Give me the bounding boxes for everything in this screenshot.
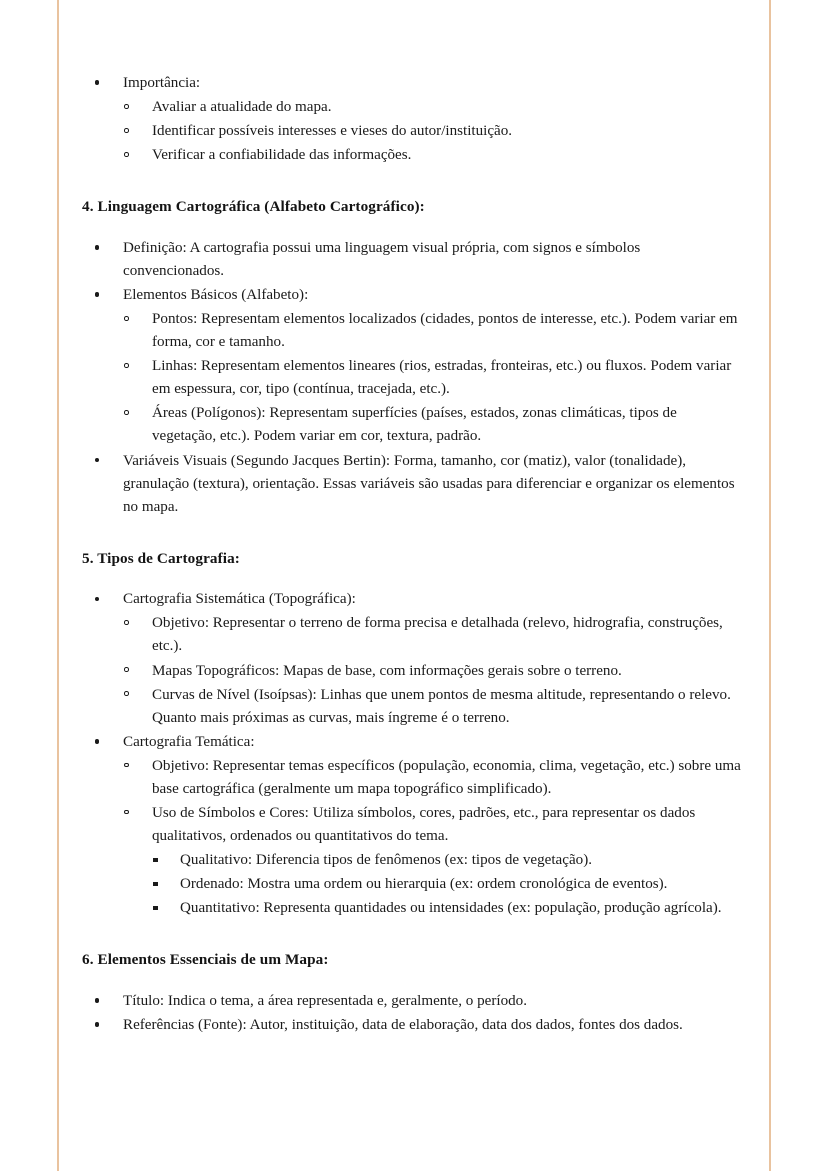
circle-bullet-icon — [124, 620, 129, 625]
list-item — [124, 355, 742, 401]
circle-bullet-icon — [124, 363, 129, 368]
list-item-text: Objetivo: Representar temas específicos (população, economia, clima, vegetação, etc.) sobre uma base cartográfica (geralmente um mapa topográfico simplificado). — [152, 757, 741, 797]
list-item — [124, 308, 742, 354]
list-item — [153, 849, 742, 872]
list-item — [95, 237, 742, 283]
disc-bullet-icon — [95, 292, 99, 296]
circle-bullet-icon — [124, 152, 129, 157]
disc-bullet-icon — [95, 597, 99, 601]
list-item — [124, 96, 742, 119]
sublist-importancia — [123, 96, 742, 167]
heading-block-4 — [82, 197, 742, 218]
sublist-elementos-basicos — [123, 308, 742, 448]
list-item-text: Título: Indica o tema, a área representada e, geralmente, o período. — [123, 992, 527, 1009]
square-bullet-icon — [153, 882, 158, 887]
list-elementos-essenciais — [82, 990, 742, 1037]
list-item-text: Quantitativo: Representa quantidades ou intensidades (ex: população, produção agrícola). — [180, 900, 722, 917]
disc-bullet-icon — [95, 1022, 99, 1026]
list-item — [124, 120, 742, 143]
list-item-text: Avaliar a atualidade do mapa. — [152, 99, 332, 116]
list-item-text: Pontos: Representam elementos localizados (cidades, pontos de interesse, etc.). Podem variar em forma, cor e tamanho. — [152, 311, 738, 351]
list-item — [124, 684, 742, 730]
disc-bullet-icon — [95, 458, 99, 462]
list-item-text: Qualitativo: Diferencia tipos de fenômenos (ex: tipos de vegetação). — [180, 852, 592, 869]
right-margin-rule — [769, 0, 771, 1171]
list-item — [95, 450, 742, 519]
sublist-tipos-de-dados — [152, 849, 742, 920]
list-item — [153, 897, 742, 920]
disc-bullet-icon — [95, 245, 99, 249]
list-item — [124, 802, 742, 920]
list-item-text: Uso de Símbolos e Cores: Utiliza símbolos, cores, padrões, etc., para representar os dados qualitativos, ordenados ou quantitativos do tema. — [152, 804, 696, 845]
list-item-text: Identificar possíveis interesses e vieses do autor/instituição. — [152, 123, 513, 140]
circle-bullet-icon — [124, 410, 129, 415]
heading-block-5 — [82, 549, 742, 570]
list-item-text: Áreas (Polígonos): Representam superfícies (países, estados, zonas climáticas, tipos de vegetação, etc.). Podem variar em cor, textura, padrão. — [152, 405, 677, 445]
heading-block-6 — [82, 950, 742, 971]
list-importancia — [82, 72, 742, 167]
list-item — [95, 72, 742, 167]
section-heading: 4. Linguagem Cartográfica (Alfabeto Cartográfico): — [82, 198, 425, 216]
sublist-cartografia-sistematica — [123, 612, 742, 729]
list-item-text: Referências (Fonte): Autor, instituição, data de elaboração, data dos dados, fontes dos dados. — [123, 1016, 683, 1033]
list-item-text: Ordenado: Mostra uma ordem ou hierarquia (ex: ordem cronológica de eventos). — [180, 876, 668, 893]
document-content — [82, 72, 742, 1038]
square-bullet-icon — [153, 858, 158, 863]
disc-bullet-icon — [95, 998, 99, 1002]
left-margin-rule — [57, 0, 59, 1171]
list-item — [95, 731, 742, 921]
list-item-text: Verificar a confiabilidade das informações. — [152, 147, 412, 164]
disc-bullet-icon — [95, 739, 99, 743]
list-item — [95, 284, 742, 449]
section-heading: 5. Tipos de Cartografia: — [82, 549, 240, 567]
list-item-label: Cartografia Temática: — [123, 733, 255, 750]
list-item-text: Mapas Topográficos: Mapas de base, com informações gerais sobre o terreno. — [152, 662, 622, 679]
list-item — [95, 990, 742, 1013]
section-heading: 6. Elementos Essenciais de um Mapa: — [82, 951, 329, 969]
circle-bullet-icon — [124, 667, 129, 672]
square-bullet-icon — [153, 906, 158, 911]
sublist-cartografia-tematica — [123, 755, 742, 921]
list-item-text: Variáveis Visuais (Segundo Jacques Bertin): Forma, tamanho, cor (matiz), valor (tonalidade), granulação (textura), orientação. Essas variáveis são usadas para diferenciar e organizar os elementos no mapa. — [123, 452, 735, 515]
disc-bullet-icon — [95, 80, 99, 84]
circle-bullet-icon — [124, 128, 129, 133]
list-item-text: Definição: A cartografia possui uma linguagem visual própria, com signos e símbolos convencionados. — [123, 239, 641, 279]
list-item — [124, 612, 742, 658]
list-item — [124, 144, 742, 167]
list-tipos-de-cartografia — [82, 588, 742, 920]
list-item-label: Elementos Básicos (Alfabeto): — [123, 286, 309, 303]
circle-bullet-icon — [124, 763, 129, 768]
list-item — [95, 1014, 742, 1037]
circle-bullet-icon — [124, 104, 129, 109]
circle-bullet-icon — [124, 691, 129, 696]
list-item-label: Importância: — [123, 75, 201, 91]
list-item-text: Objetivo: Representar o terreno de forma precisa e detalhada (relevo, hidrografia, construções, etc.). — [152, 615, 723, 655]
list-item — [124, 402, 742, 448]
list-item-label: Cartografia Sistemática (Topográfica): — [123, 591, 356, 608]
circle-bullet-icon — [124, 810, 129, 815]
list-item-text: Curvas de Nível (Isoípsas): Linhas que unem pontos de mesma altitude, representando o relevo. Quanto mais próximas as curvas, mais íngreme é o terreno. — [152, 686, 731, 726]
list-item-text: Linhas: Representam elementos lineares (rios, estradas, fronteiras, etc.) ou fluxos. Podem variar em espessura, cor, tipo (contínua, tracejada, etc.). — [152, 358, 732, 398]
circle-bullet-icon — [124, 316, 129, 321]
list-item — [124, 755, 742, 801]
list-item — [95, 588, 742, 729]
list-item — [153, 873, 742, 896]
list-item — [124, 660, 742, 683]
list-linguagem-cartografica — [82, 237, 742, 519]
